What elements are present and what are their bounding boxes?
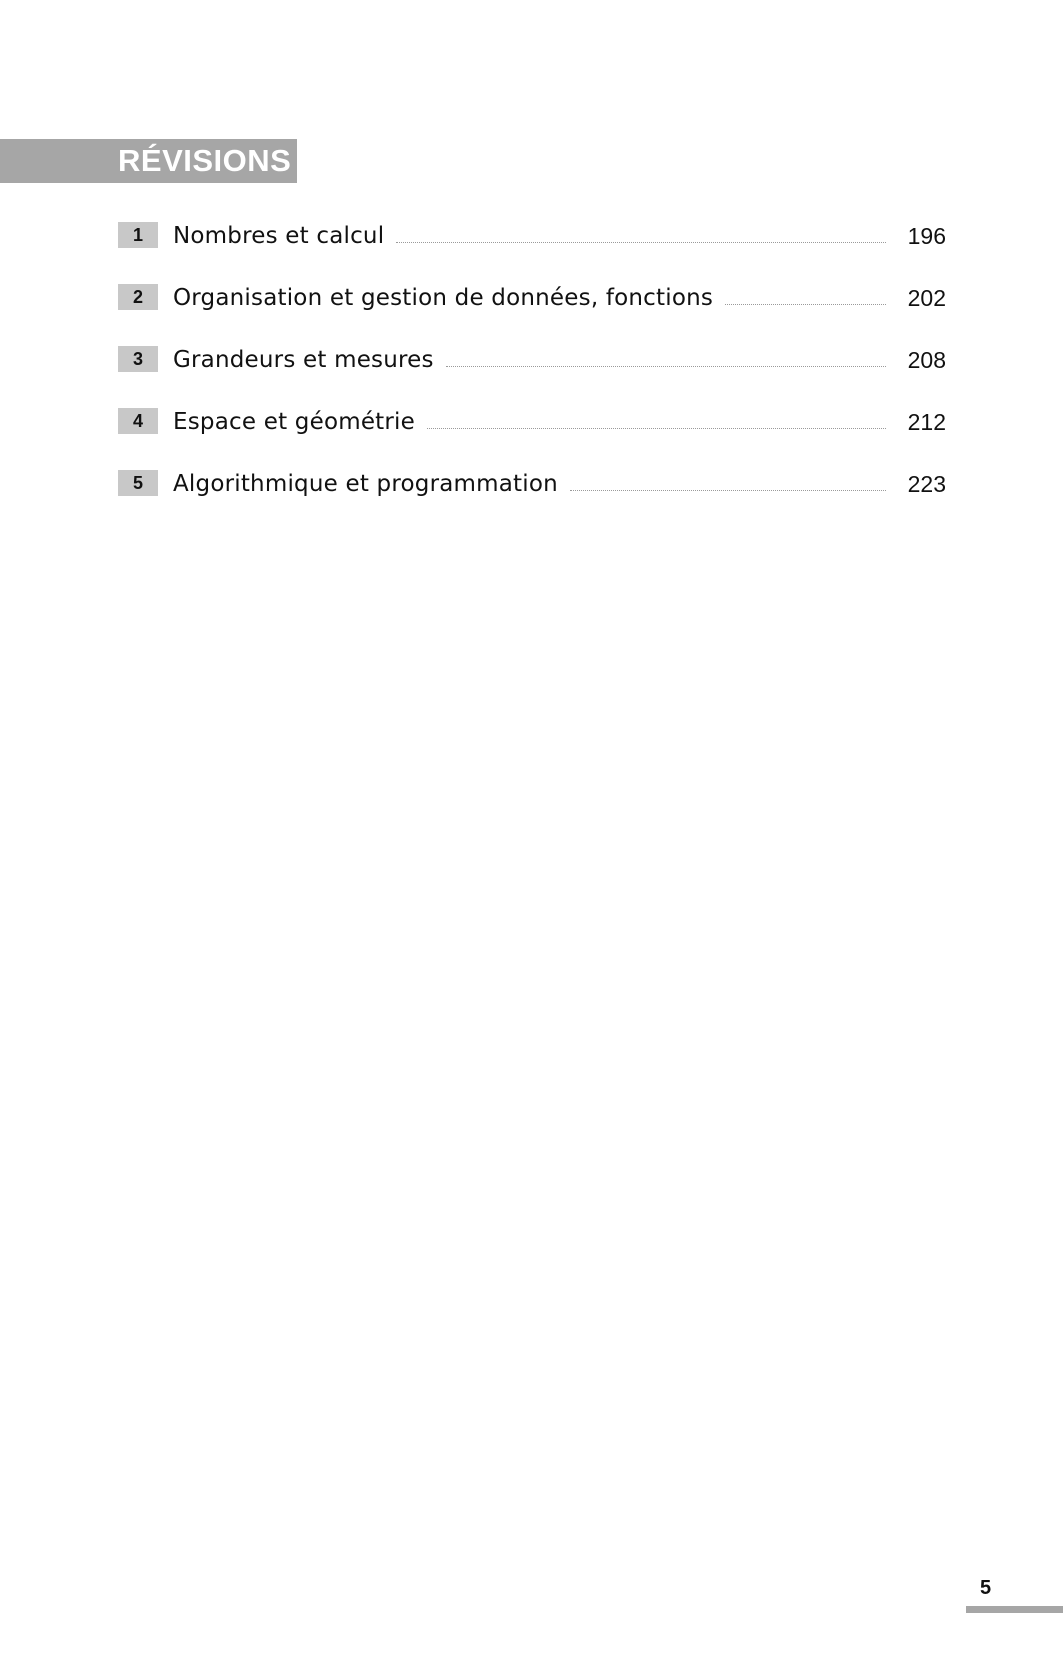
table-of-contents <box>118 222 946 532</box>
chapter-title[interactable]: Nombres et calcul <box>173 223 385 249</box>
folio-bar <box>966 1606 1063 1613</box>
page-number: 196 <box>907 223 946 249</box>
toc-entry[interactable] <box>118 222 946 284</box>
dot-leader <box>427 408 886 429</box>
page-number: 223 <box>907 471 946 497</box>
folio-page-number: 5 <box>980 1577 992 1599</box>
chapter-title[interactable]: Espace et géométrie <box>173 409 415 435</box>
chapter-title[interactable]: Algorithmique et programmation <box>173 471 558 497</box>
chapter-title[interactable]: Organisation et gestion de données, fonctions <box>173 285 714 311</box>
page-number: 202 <box>907 285 946 311</box>
dot-leader <box>570 470 886 491</box>
chapter-number: 1 <box>118 222 158 248</box>
dot-leader <box>446 346 886 367</box>
chapter-number: 4 <box>118 408 158 434</box>
toc-entry[interactable] <box>118 284 946 346</box>
chapter-title[interactable]: Grandeurs et mesures <box>173 347 434 373</box>
page-number: 212 <box>907 409 946 435</box>
dot-leader <box>396 222 886 243</box>
toc-entry[interactable] <box>118 470 946 532</box>
chapter-number: 2 <box>118 284 158 310</box>
section-title: RÉVISIONS <box>118 143 292 178</box>
chapter-number: 5 <box>118 470 158 496</box>
toc-entry[interactable] <box>118 346 946 408</box>
toc-entry[interactable] <box>118 408 946 470</box>
chapter-number: 3 <box>118 346 158 372</box>
dot-leader <box>725 284 886 305</box>
page-number: 208 <box>907 347 946 373</box>
